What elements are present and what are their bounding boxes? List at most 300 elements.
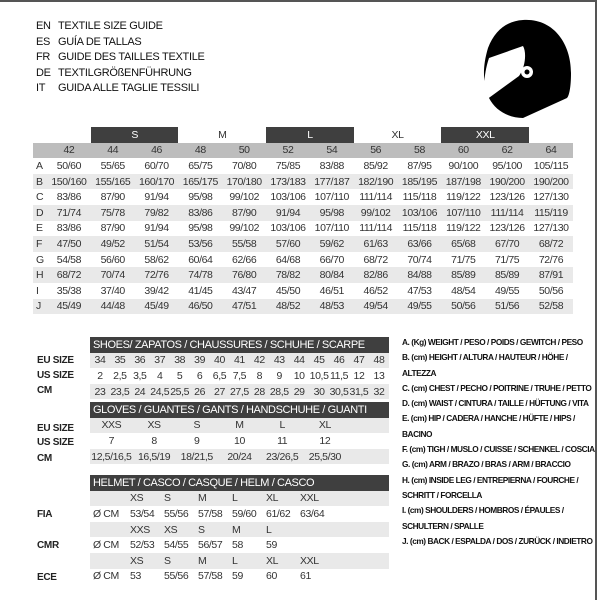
- helmet-size-label: XXS: [127, 522, 161, 538]
- measurement-cell: 50/56: [441, 299, 485, 315]
- measurement-cell: 91/94: [266, 205, 310, 221]
- measurement-cell: 68/72: [47, 267, 91, 283]
- measurement-cell: 64/68: [275, 253, 301, 266]
- shoe-size-cell: 45: [309, 353, 329, 369]
- shoe-size-cell: 4: [157, 369, 163, 382]
- measurement-cell: 49/54: [354, 299, 398, 315]
- shoes-section-title: SHOES/ ZAPATOS / CHAUSSURES / SCHUHE / SCARPE: [90, 337, 389, 353]
- measurement-cell: 70/80: [232, 159, 257, 172]
- measurement-cell: 115/119: [529, 205, 573, 221]
- helmet-cmr-label: CMR: [37, 540, 59, 551]
- shoes-cm-label: CM: [37, 385, 52, 396]
- helmet-size-label: S: [161, 553, 195, 569]
- shoe-size-cell: 12: [353, 369, 365, 382]
- measurement-cell: 51/56: [485, 299, 529, 315]
- shoes-eu-label: EU SIZE: [37, 355, 74, 366]
- legend-line: G. (cm) ARM / BRAZO / BRAS / ARM / BRACCIO: [402, 459, 571, 470]
- helmet-size-row: [90, 522, 389, 538]
- shoe-size-cell: 9: [276, 369, 282, 382]
- shoe-size-cell: 39: [190, 353, 210, 369]
- measurement-cell: 87/90: [100, 191, 125, 204]
- shoe-size-cell: 3,5: [133, 369, 147, 382]
- size-header: 54: [310, 143, 354, 159]
- measurement-cell: 80/84: [310, 267, 354, 283]
- helmet-circumference: 56/57: [198, 539, 223, 552]
- empty-cell: [331, 491, 389, 507]
- empty-cell: [33, 143, 47, 159]
- measurement-cell: 103/106: [270, 191, 306, 204]
- helmet-size-label: M: [229, 522, 263, 538]
- size-header: 42: [47, 143, 91, 159]
- shoe-size-cell: 13: [373, 369, 385, 382]
- helmet-circumference: 59/60: [232, 507, 257, 520]
- measurement-row: [33, 252, 573, 268]
- measurement-cell: 165/175: [178, 174, 222, 190]
- row-label: D: [33, 205, 47, 221]
- row-label: A: [36, 159, 43, 172]
- measurement-cell: 91/94: [144, 222, 169, 235]
- measurement-cell: 70/74: [407, 253, 432, 266]
- measurement-cell: 182/190: [354, 174, 398, 190]
- measurement-cell: 55/65: [100, 159, 125, 172]
- measurement-cell: 105/115: [533, 159, 569, 172]
- measurement-row: [33, 267, 573, 283]
- measurement-cell: 160/170: [135, 174, 179, 190]
- shoe-size-cell: 24: [130, 384, 150, 400]
- shoe-size-cell: 34: [90, 353, 110, 369]
- language-code: DE: [36, 66, 51, 79]
- shoe-size-cell: 8: [256, 369, 263, 382]
- title-text: GUIDA ALLE TAGLIE TESSILI: [58, 82, 200, 94]
- size-header: 58: [398, 143, 442, 159]
- empty-cell: [90, 491, 127, 507]
- measurement-cell: 87/95: [407, 159, 432, 172]
- title-text: TEXTILGRÖßENFÜHRUNG: [58, 66, 192, 79]
- helmet-section-title: HELMET / CASCO / CASQUE / HELM / CASCO: [90, 475, 389, 491]
- measurement-row: [33, 283, 573, 299]
- measurement-cell: 85/92: [363, 159, 388, 172]
- helmet-circumference: 58: [232, 539, 243, 552]
- helmet-circumference: 55/56: [164, 507, 189, 520]
- glove-size-cell: 11: [277, 434, 288, 447]
- size-header: 50: [222, 143, 266, 159]
- helmet-size-label: XL: [263, 553, 297, 569]
- helmet-circumference: 63/64: [300, 507, 325, 520]
- measurement-cell: 71/75: [451, 253, 476, 266]
- measurement-cell: 107/110: [441, 205, 485, 221]
- shoes-us-label: US SIZE: [37, 370, 74, 381]
- measurement-cell: 107/110: [314, 222, 350, 235]
- helmet-size-label: [297, 522, 331, 538]
- measurement-cell: 83/86: [56, 222, 82, 235]
- measurement-cell: 71/74: [47, 205, 91, 221]
- measurement-cell: 111/114: [359, 222, 393, 235]
- shoe-size-cell: 6,5: [212, 369, 227, 382]
- helmet-size-label: L: [229, 491, 263, 507]
- measurement-cell: 49/55: [494, 284, 520, 297]
- measurement-cell: 67/70: [485, 236, 529, 252]
- glove-size-cell: 16,5/19: [133, 449, 176, 465]
- helmet-size-label: XXL: [297, 553, 331, 569]
- glove-size-cell: 25,5/30: [304, 449, 347, 465]
- glove-size-cell: XL: [304, 418, 347, 434]
- measurement-row: [33, 174, 573, 190]
- glove-size-cell: 8: [151, 434, 157, 447]
- size-group-l: L: [266, 127, 354, 143]
- empty-cell: [33, 127, 47, 143]
- measurement-cell: 103/106: [398, 205, 442, 221]
- measurement-cell: 50/56: [538, 284, 564, 297]
- size-header: 52: [266, 143, 310, 159]
- empty-cell: [346, 449, 389, 465]
- empty-cell: [331, 537, 389, 553]
- shoe-size-cell: 30: [309, 384, 329, 400]
- measurement-cell: 190/200: [485, 174, 529, 190]
- shoe-size-cell: 10,5: [309, 369, 329, 382]
- glove-size-cell: 12,5/16,5: [91, 450, 132, 463]
- gloves-eu-row: [90, 418, 389, 434]
- title-line: [36, 81, 205, 97]
- glove-size-cell: 23/26,5: [261, 449, 304, 465]
- shoe-size-cell: 40: [210, 353, 230, 369]
- gloves-us-label: US SIZE: [37, 437, 74, 448]
- measurement-cell: 60/70: [144, 159, 169, 172]
- legend-line: J. (cm) BACK / ESPALDA / DOS / ZURÜCK / INDIETRO: [402, 535, 593, 546]
- glove-size-cell: 9: [194, 434, 200, 447]
- measurement-row: [33, 236, 573, 252]
- measurement-row: [33, 205, 573, 221]
- glove-size-cell: 18/21,5: [175, 449, 218, 465]
- legend-line: D. (cm) WAIST / CINTURA / TAILLE / HÜFTUNG / VITA: [402, 398, 589, 409]
- textile-size-table: [33, 127, 573, 314]
- title-line: [36, 19, 205, 35]
- measurement-cell: 83/86: [56, 191, 82, 204]
- row-label: J: [33, 299, 47, 315]
- glove-size-cell: 10: [234, 434, 245, 447]
- shoe-size-cell: 38: [170, 353, 190, 369]
- row-label: F: [33, 236, 47, 252]
- legend-line: SCHRITT / FORCELLA: [402, 489, 482, 500]
- shoe-size-cell: 46: [329, 353, 349, 369]
- measurement-cell: 47/53: [407, 284, 432, 297]
- size-header: 64: [529, 143, 573, 159]
- shoe-size-cell: 28,5: [269, 385, 289, 398]
- measurement-cell: 111/114: [485, 205, 529, 221]
- measurement-cell: 90/100: [448, 159, 479, 172]
- size-group-s: S: [91, 127, 179, 143]
- empty-cell: [331, 553, 389, 569]
- shoe-size-cell: 11,5: [329, 369, 349, 382]
- measurement-cell: 35/38: [56, 284, 82, 297]
- empty-cell: [90, 553, 127, 569]
- measurement-cell: 87/91: [529, 267, 573, 283]
- gloves-us-row: [90, 433, 389, 449]
- helmet-value-row: [90, 569, 389, 585]
- measurement-cell: 57/60: [266, 236, 310, 252]
- legend-line: H. (cm) INSIDE LEG / ENTREPIERNA / FOURCHE /: [402, 474, 579, 485]
- shoe-size-cell: 42: [249, 353, 269, 369]
- measurement-cell: 68/72: [363, 253, 388, 266]
- shoe-size-cell: 26: [190, 384, 210, 400]
- helmet-fia-label: FIA: [37, 509, 53, 520]
- shoe-size-cell: 2,5: [113, 369, 127, 382]
- size-header: 60: [441, 143, 485, 159]
- shoe-size-cell: 24,5: [150, 385, 170, 398]
- measurement-cell: 87/90: [100, 222, 125, 235]
- measurement-cell: 68/72: [529, 236, 573, 252]
- glove-size-cell: 7: [108, 434, 115, 447]
- measurement-cell: 54/58: [56, 253, 82, 266]
- measurement-cell: 50/60: [56, 159, 82, 172]
- legend-line: A. (Kg) WEIGHT / PESO / POIDS / GEWITCH / PESO: [402, 337, 583, 347]
- measurement-cell: 46/51: [319, 284, 344, 297]
- gloves-section-title: GLOVES / GUANTES / GANTS / HANDSCHUHE / GUANTI: [90, 402, 389, 418]
- row-label: B: [33, 174, 47, 190]
- helmet-circumference: 53/54: [130, 507, 155, 520]
- helmet-size-label: S: [195, 522, 229, 538]
- shoe-size-cell: 47: [349, 353, 369, 369]
- measurement-cell: 52/58: [529, 299, 573, 315]
- measurement-cell: 95/100: [492, 159, 522, 172]
- measurement-cell: 60/64: [188, 253, 213, 266]
- measurement-cell: 177/187: [310, 174, 354, 190]
- shoe-size-cell: 6: [196, 369, 203, 382]
- helmet-unit: Ø CM: [93, 570, 119, 583]
- measurement-cell: 83/88: [319, 159, 344, 172]
- empty-cell: [47, 127, 91, 143]
- empty-cell: [331, 506, 389, 522]
- shoe-size-cell: 37: [150, 353, 170, 369]
- size-group-m: M: [218, 128, 227, 141]
- measurement-cell: 79/82: [135, 205, 179, 221]
- shoe-size-cell: 29: [289, 384, 309, 400]
- glove-size-cell: L: [261, 418, 304, 434]
- measurement-cell: 75/85: [275, 159, 301, 172]
- helmet-size-label: L: [263, 522, 297, 538]
- helmet-value-row: [90, 537, 389, 553]
- shoes-cm-row: [90, 384, 389, 400]
- helmet-size-label: L: [229, 553, 263, 569]
- helmet-ece-label: ECE: [37, 572, 57, 583]
- measurement-cell: 39/42: [144, 284, 169, 297]
- glove-size-cell: XS: [133, 418, 176, 434]
- shoe-size-cell: 27,5: [229, 385, 249, 398]
- legend-line: I. (cm) SHOULDERS / HOMBROS / ÉPAULES /: [402, 505, 564, 516]
- measurement-cell: 47/50: [47, 236, 91, 252]
- size-header: 62: [485, 143, 529, 159]
- helmet-circumference: 54/55: [164, 539, 189, 552]
- measurement-cell: 115/118: [402, 222, 437, 235]
- measurement-cell: 115/118: [402, 191, 437, 204]
- measurement-cell: 123/126: [489, 191, 525, 204]
- shoes-eu-row: [90, 353, 389, 369]
- shoe-size-cell: 31,5: [349, 385, 369, 398]
- helmet-size-label: XXL: [297, 491, 331, 507]
- measurement-cell: 48/53: [310, 299, 354, 315]
- measurement-cell: 85/89: [441, 267, 485, 283]
- measurement-cell: 85/89: [485, 267, 529, 283]
- shoe-size-cell: 36: [130, 353, 150, 369]
- measurement-cell: 37/40: [100, 284, 125, 297]
- helmet-size-label: XS: [161, 522, 195, 538]
- measurement-cell: 95/98: [188, 191, 213, 204]
- legend-line: C. (cm) CHEST / PECHO / POITRINE / TRUHE / PETTO: [402, 382, 592, 393]
- measurement-cell: 187/198: [441, 174, 485, 190]
- gloves-size-table: [90, 402, 389, 464]
- helmet-circumference: 61/62: [266, 507, 291, 520]
- size-header: 56: [354, 143, 398, 159]
- language-code: FR: [36, 51, 51, 63]
- measurement-cell: 119/122: [446, 191, 481, 204]
- legend-line: E. (cm) HIP / CADERA / HANCHE / HÜFTE / HIPS / BACINO: [402, 413, 575, 439]
- measurement-cell: 46/50: [178, 299, 222, 315]
- helmet-header-row: [90, 475, 389, 491]
- empty-cell: [346, 418, 389, 434]
- measurement-cell: 99/102: [354, 205, 398, 221]
- measurement-cell: 63/66: [398, 236, 442, 252]
- measurement-cell: 127/130: [533, 191, 569, 204]
- helmet-circumference: 61: [300, 570, 311, 583]
- size-header: 46: [135, 143, 179, 159]
- measurement-cell: 74/78: [178, 267, 222, 283]
- measurement-cell: 61/63: [354, 236, 398, 252]
- helmet-size-label: XS: [127, 491, 161, 507]
- glove-size-cell: S: [175, 418, 218, 434]
- shoe-size-cell: 23,5: [110, 385, 130, 398]
- measurement-cell: 45/49: [135, 299, 179, 315]
- empty-cell: [331, 569, 389, 585]
- measurement-cell: 49/52: [91, 236, 135, 252]
- shoe-size-cell: 25,5: [170, 385, 190, 398]
- language-code: ES: [36, 35, 51, 48]
- measurement-cell: 170/180: [222, 174, 266, 190]
- measurement-cell: 83/86: [178, 205, 222, 221]
- measurement-cell: 84/88: [398, 267, 442, 283]
- empty-cell: [346, 433, 389, 449]
- empty-cell: [90, 522, 127, 538]
- helmet-size-label: M: [195, 553, 229, 569]
- helmet-circumference: 59: [266, 539, 277, 552]
- empty-cell: [529, 127, 573, 143]
- shoe-size-cell: 27: [210, 384, 230, 400]
- helmet-size-table: [90, 475, 389, 584]
- title-text: GUÍA DE TALLAS: [58, 35, 142, 48]
- shoe-size-cell: 10: [293, 369, 305, 382]
- language-code: EN: [36, 20, 51, 32]
- helmet-size-row: [90, 553, 389, 569]
- size-group-row: [33, 127, 573, 143]
- helmet-circumference: 53: [130, 570, 141, 583]
- shoe-size-cell: 7,5: [232, 369, 247, 382]
- measurement-cell: 46/52: [363, 284, 388, 297]
- measurement-cell: 185/195: [398, 174, 442, 190]
- helmet-size-label: M: [195, 491, 229, 507]
- title-text: GUIDE DES TAILLES TEXTILE: [58, 51, 205, 63]
- measurement-cell: 123/126: [489, 222, 525, 235]
- measurement-cell: 78/82: [266, 267, 310, 283]
- gloves-cm-row: [90, 449, 389, 465]
- shoes-size-table: [90, 337, 389, 399]
- helmet-circumference: 52/53: [130, 539, 155, 552]
- measurement-cell: 95/98: [310, 205, 354, 221]
- shoe-size-cell: 28: [249, 384, 269, 400]
- measurement-cell: 65/68: [441, 236, 485, 252]
- measurement-cell: 43/47: [232, 284, 257, 297]
- glove-size-cell: 20/24: [218, 449, 261, 465]
- measurement-cell: 82/86: [354, 267, 398, 283]
- measurement-row: [33, 158, 573, 174]
- helmet-circumference: 60: [266, 570, 277, 583]
- measurement-cell: 48/52: [266, 299, 310, 315]
- helmet-circumference: 57/58: [198, 570, 223, 583]
- legend-line: SCHULTERN / SPALLE: [402, 520, 484, 531]
- shoe-size-cell: 44: [289, 353, 309, 369]
- helmet-value-row: [90, 506, 389, 522]
- measurement-cell: 66/70: [319, 253, 344, 266]
- size-group-xl: XL: [391, 128, 404, 141]
- helmet-icon: [483, 18, 573, 118]
- measurement-cell: 56/60: [100, 253, 125, 266]
- measurement-cell: 55/58: [222, 236, 266, 252]
- size-header: 48: [178, 143, 222, 159]
- size-group-xxl: XXL: [441, 127, 529, 143]
- measurement-cell: 76/80: [222, 267, 266, 283]
- title-line: [36, 50, 205, 66]
- shoes-us-row: [90, 368, 389, 384]
- measurement-cell: 107/110: [314, 191, 350, 204]
- measurement-cell: 99/102: [229, 222, 260, 235]
- measurement-cell: 45/49: [47, 299, 91, 315]
- measurement-cell: 41/45: [188, 284, 213, 297]
- shoe-size-cell: 23: [90, 384, 110, 400]
- measurement-cell: 53/56: [178, 236, 222, 252]
- helmet-circumference: 59: [232, 570, 243, 583]
- language-code: IT: [36, 82, 46, 94]
- shoe-size-cell: 41: [229, 353, 249, 369]
- measurement-cell: 99/102: [229, 191, 260, 204]
- shoe-size-cell: 30,5: [329, 385, 349, 398]
- measurement-cell: 47/51: [222, 299, 266, 315]
- measurement-cell: 155/165: [91, 174, 135, 190]
- glove-size-cell: XXS: [90, 418, 133, 434]
- glove-size-cell: 12: [319, 434, 331, 447]
- row-label: E: [36, 222, 43, 235]
- row-label: H: [33, 267, 47, 283]
- measurement-row: [33, 189, 573, 205]
- measurement-cell: 48/54: [451, 284, 476, 297]
- helmet-unit: Ø CM: [93, 507, 119, 520]
- title-line: [36, 35, 205, 51]
- measurement-cell: 70/74: [91, 267, 135, 283]
- helmet-unit: Ø CM: [93, 539, 119, 552]
- measurement-cell: 75/78: [91, 205, 135, 221]
- shoe-size-cell: 48: [369, 353, 389, 369]
- helmet-size-label: XL: [263, 491, 297, 507]
- size-header-row: [33, 143, 573, 159]
- measurement-cell: 59/62: [310, 236, 354, 252]
- gloves-eu-label: EU SIZE: [37, 423, 74, 434]
- helmet-size-row: [90, 491, 389, 507]
- helmet-size-label: S: [161, 491, 195, 507]
- shoe-size-cell: 35: [110, 353, 130, 369]
- title-line: [36, 66, 205, 82]
- measurement-cell: 49/55: [398, 299, 442, 315]
- shoe-size-cell: 5: [176, 369, 183, 382]
- measurement-row: [33, 299, 573, 315]
- row-label: I: [36, 284, 39, 297]
- measurement-cell: 62/66: [232, 253, 257, 266]
- gloves-cm-label: CM: [37, 453, 52, 464]
